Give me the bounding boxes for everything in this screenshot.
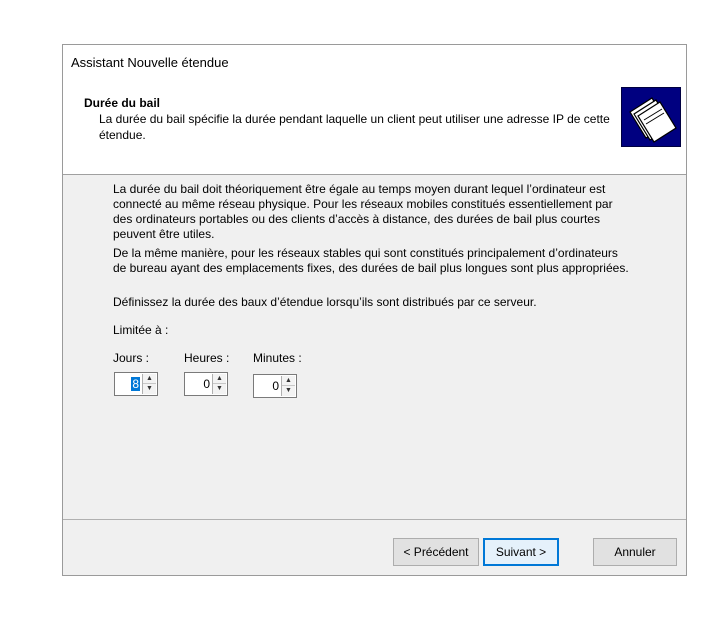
spin-down-icon[interactable]: ▼: [216, 385, 223, 392]
days-value[interactable]: 8: [132, 377, 139, 391]
window-title: Assistant Nouvelle étendue: [71, 55, 229, 70]
wizard-body: [63, 175, 686, 519]
days-spinner[interactable]: [114, 372, 158, 396]
minutes-spinner[interactable]: [253, 374, 297, 398]
spin-up-icon[interactable]: ▲: [143, 374, 156, 384]
hours-label: Heures :: [184, 351, 230, 365]
spin-down-icon[interactable]: ▼: [146, 385, 153, 392]
lease-instruction: Définissez la durée des baux d’étendue lorsqu’ils sont distribués par ce serveur.: [113, 295, 537, 309]
lease-description-1: La durée du bail doit théoriquement être égale au temps moyen durant lequel l’ordinateur est connecté au même réseau physique. Pour les réseaux mobiles constitués essentiellement par des ordinateurs portables ou des clients d’accès à distance, des durées de bail plus courtes peuvent être utiles.: [113, 182, 613, 241]
folders-icon: [621, 87, 681, 147]
days-spin-arrows[interactable]: [142, 374, 156, 394]
page-title: Durée du bail: [84, 96, 161, 110]
hours-spin-arrows[interactable]: [212, 374, 226, 394]
scope-wizard-dialog: [62, 44, 687, 576]
wizard-header: [63, 77, 686, 175]
spin-up-icon[interactable]: ▲: [282, 376, 295, 386]
hours-spinner[interactable]: [184, 372, 228, 396]
page-subtitle: La durée du bail spécifie la durée pendant laquelle un client peut utiliser une adresse IP de cette étendue.: [99, 112, 610, 142]
hours-value[interactable]: 0: [203, 377, 210, 391]
spin-down-icon[interactable]: ▼: [285, 387, 292, 394]
spin-up-icon[interactable]: ▲: [213, 374, 226, 384]
next-button[interactable]: Suivant >: [483, 538, 559, 566]
footer-divider: [63, 519, 686, 520]
minutes-spin-arrows[interactable]: [281, 376, 295, 396]
cancel-button[interactable]: Annuler: [593, 538, 677, 566]
minutes-value[interactable]: 0: [272, 379, 279, 393]
minutes-label: Minutes :: [253, 351, 302, 365]
title-bar: [63, 45, 686, 77]
limit-label: Limitée à :: [113, 323, 169, 337]
back-button[interactable]: < Précédent: [393, 538, 479, 566]
days-label: Jours :: [113, 351, 150, 365]
lease-description-2: De la même manière, pour les réseaux stables qui sont constitués principalement d’ordinateurs de bureau ayant des emplacements fixes, des durées de bail plus longues sont plus appropriées.: [113, 246, 629, 275]
